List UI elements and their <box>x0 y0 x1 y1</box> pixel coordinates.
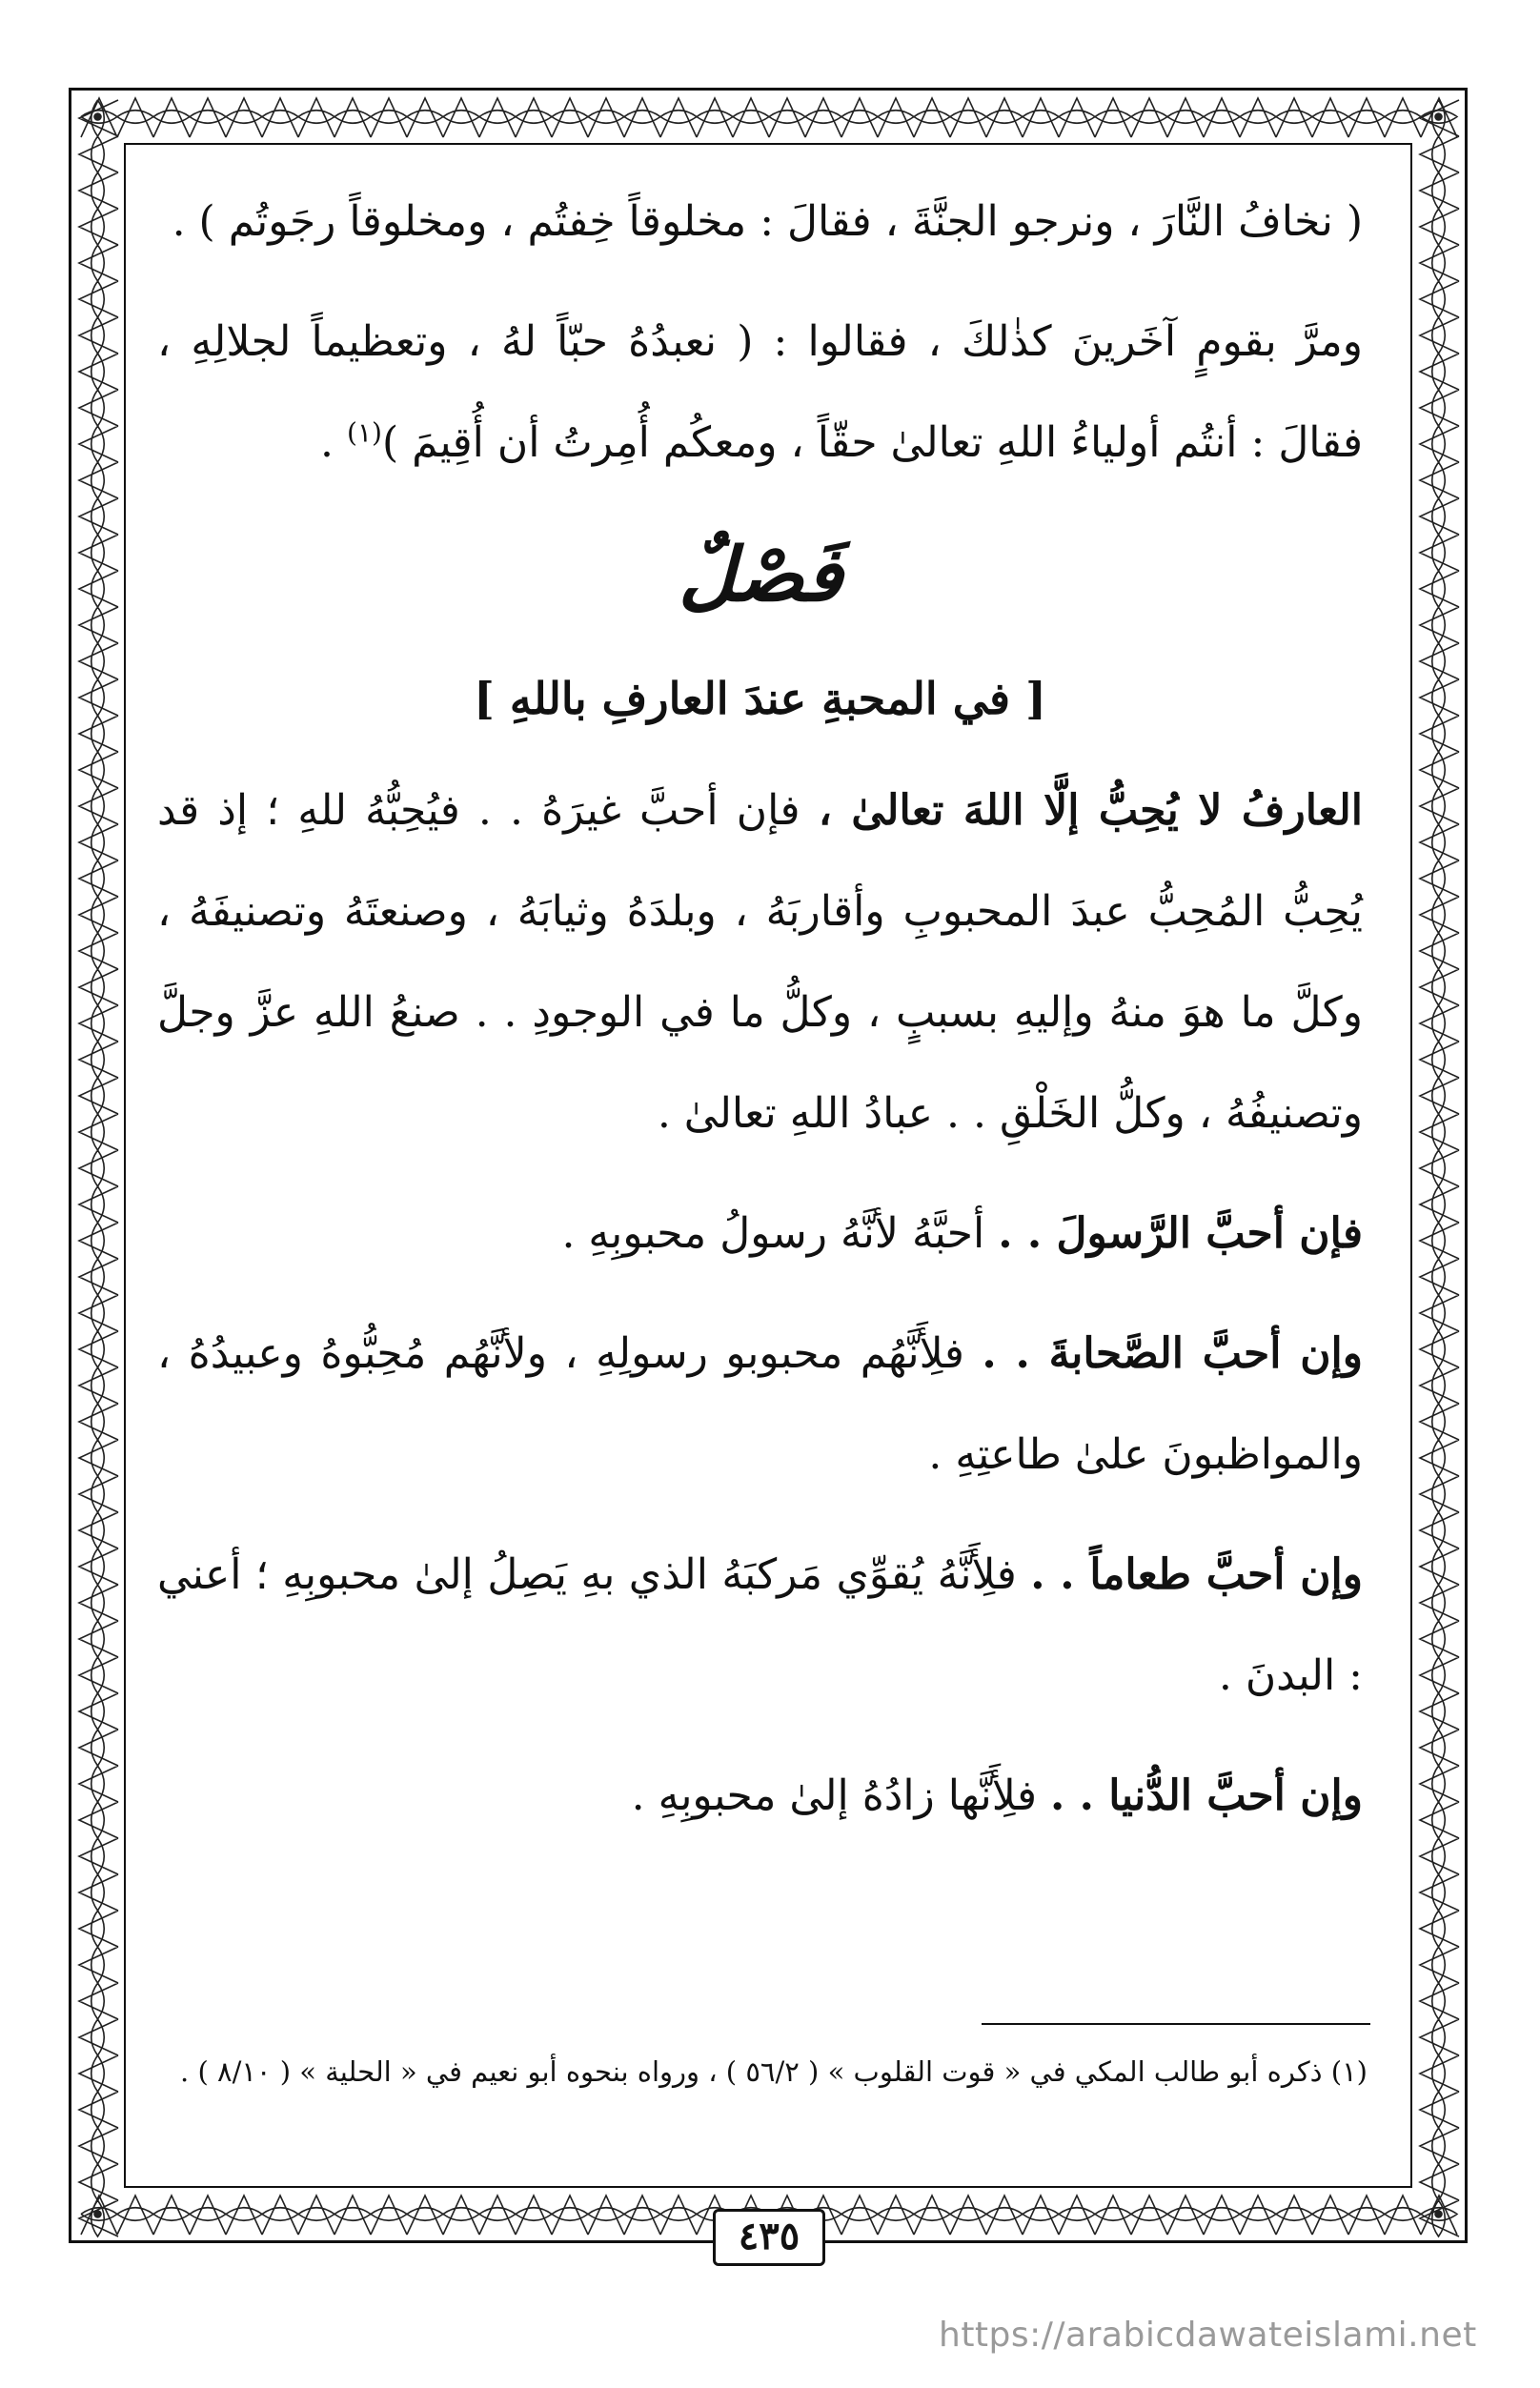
page-body <box>157 172 1363 1847</box>
end-mark: . <box>320 418 334 467</box>
paragraph-2-text: أحبَّهُ لأنَّهُ رسولُ محبوبِهِ . <box>561 1209 985 1258</box>
footnote-separator <box>982 2023 1370 2025</box>
paragraph-4 <box>157 1525 1363 1727</box>
paragraph-1-text: فإن أحبَّ غيرَهُ . . فيُحِبُّهُ للهِ ؛ إذ قد يُحِبُّ المُحِبُّ عبدَ المحبوبِ وأقاربَهُ ، وبلدَهُ وثيابَهُ ، وصنعتَهُ وتصنيفَهُ ، وكلَّ ما هوَ منهُ وإليهِ بسببٍ ، وكلُّ ما في الوجودِ . . صنعُ اللهِ عزَّ وجلَّ وتصنيفُهُ ، وكلُّ الخَلْقِ . . عبادُ اللهِ تعالىٰ . <box>157 786 1363 1138</box>
paragraph-quote-2 <box>157 292 1363 494</box>
paragraph-3-lead: وإن أحبَّ الصَّحابةَ . . <box>982 1329 1363 1378</box>
section-heading-ornament <box>157 532 1363 656</box>
paragraph-quote-2-text: ومرَّ بقومٍ آخَرينَ كذٰلكَ ، فقالوا : ( نعبدُهُ حبّاً لهُ ، وتعظيماً لجلالِهِ ، فقالَ : أنتُم أولياءُ اللهِ تعالىٰ حقّاً ، ومعكُم أُمِرتُ أن أُقِيمَ ) <box>157 317 1363 467</box>
page-number: ٤٣٥ <box>713 2209 825 2266</box>
footnote: (١) ذكره أبو طالب المكي في « قوت القلوب » ( ٥٦/٢ ) ، ورواه بنحوه أبو نعيم في « الحلية » ( ٨/١٠ ) . <box>180 2055 1368 2088</box>
paragraph-5 <box>157 1746 1363 1847</box>
paragraph-4-lead: وإن أحبَّ طعاماً . . <box>1030 1550 1363 1599</box>
paragraph-4-text: فلِأَنَّهُ يُقوِّي مَركبَهُ الذي بهِ يَصِلُ إلىٰ محبوبِهِ ؛ أعني : البدنَ . <box>157 1550 1363 1700</box>
paragraph-3-text: فلِأَنَّهُم محبوبو رسولِهِ ، ولأنَّهُم مُحِبُّوهُ وعبيدُهُ ، والمواظبونَ علىٰ طاعتِهِ . <box>157 1329 1363 1479</box>
footnote-reference[interactable]: (١) <box>347 416 382 449</box>
paragraph-2 <box>157 1184 1363 1285</box>
paragraph-2-lead: فإن أحبَّ الرَّسولَ . . <box>998 1209 1363 1258</box>
section-heading: فَصْلٌ <box>678 532 842 618</box>
paragraph-quote-1: ( نخافُ النَّارَ ، ونرجو الجنَّةَ ، فقالَ : مخلوقاً خِفتُم ، ومخلوقاً رجَوتُم ) . <box>172 197 1363 246</box>
paragraph-5-lead: وإن أحبَّ الدُّنيا . . <box>1050 1771 1363 1820</box>
section-title: [ في المحبةِ عندَ العارفِ باللهِ ] <box>474 673 1046 724</box>
paragraph-1 <box>157 760 1363 1164</box>
paragraph-5-text: فلِأَنَّها زادُهُ إلىٰ محبوبِهِ . <box>631 1771 1038 1820</box>
paragraph-1-lead: العارفُ لا يُحِبُّ إلَّا اللهَ تعالىٰ ، <box>818 786 1363 835</box>
paragraph-3 <box>157 1304 1363 1506</box>
watermark-url[interactable]: https://arabicdawateislami.net <box>939 2316 1477 2355</box>
